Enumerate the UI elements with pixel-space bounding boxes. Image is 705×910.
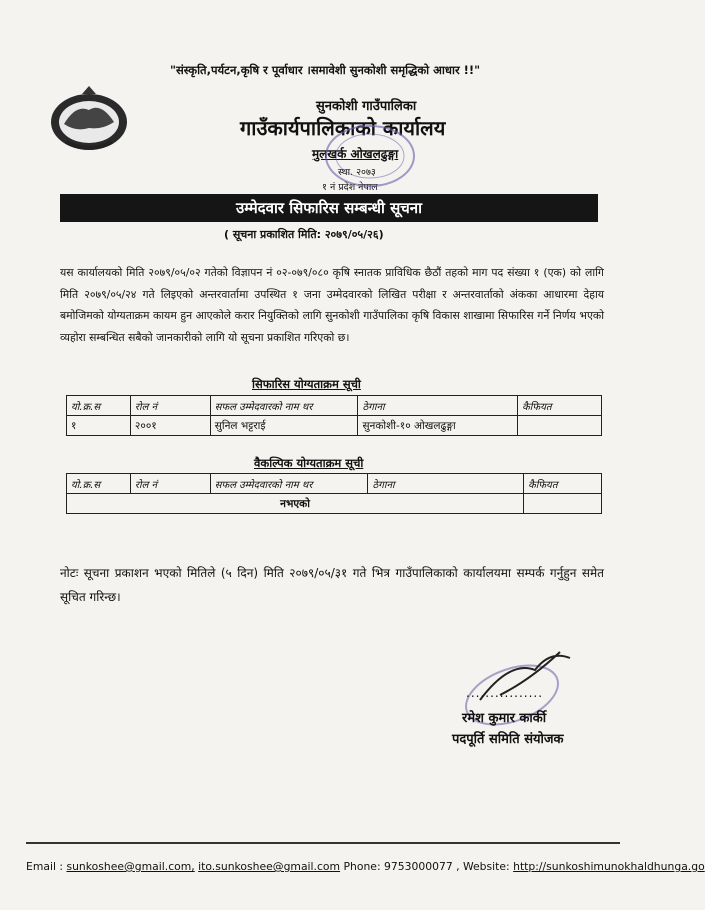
cell-remarks	[524, 494, 602, 514]
signature-line: ................	[466, 686, 544, 700]
col-roll: रोल नं	[130, 474, 210, 494]
cell-remarks	[518, 416, 602, 436]
empty-row-text: नभएको	[67, 494, 524, 514]
col-name: सफल उम्मेदवारको नाम थर	[210, 396, 358, 416]
org-name: सुनकोशी गाउँपालिका	[316, 99, 417, 114]
col-remarks: कैफियत	[518, 396, 602, 416]
nepal-emblem-logo	[46, 84, 132, 154]
province-label: १ नं प्रदेश नेपाल	[322, 182, 378, 193]
signatory-name: रमेश कुमार कार्की	[462, 711, 547, 726]
table-row	[67, 416, 602, 436]
col-address: ठेगाना	[358, 396, 518, 416]
publish-date: ( सूचना प्रकाशित मिति: २०७९/०५/२६)	[224, 228, 384, 241]
recommended-list-title: सिफारिस योग्यताक्रम सूची	[252, 377, 361, 391]
footer-contact	[26, 860, 705, 873]
established-year: स्था. २०७३	[338, 167, 376, 178]
website-link[interactable]: http://sunkoshimunokhaldhunga.go	[513, 860, 705, 873]
cell-name: सुनिल भट्टराई	[210, 416, 358, 436]
table-row	[67, 494, 602, 514]
col-address: ठेगाना	[368, 474, 524, 494]
email-link-2[interactable]: ito.sunkoshee@gmail.com	[198, 860, 341, 873]
col-name: सफल उम्मेदवारको नाम थर	[210, 474, 368, 494]
col-remarks: कैफियत	[524, 474, 602, 494]
cell-address: सुनकोशी-१० ओखलढुङ्गा	[358, 416, 518, 436]
alternate-list-table	[66, 473, 602, 514]
email-label: Email :	[26, 860, 67, 873]
notice-body: यस कार्यालयको मिति २०७९/०५/०२ गतेको विज्ञापन नं ०२-०७९/०८० कृषि स्नातक प्राविधिक छैठौं तहको माग पद संख्या १ (एक) को लागि मिति २०७९/०५/२४ गते लिइएको अन्तरवार्तामा उपस्थित १ जना उम्मेदवारको लिखित परीक्षा र अन्तरवार्ताको अंकका आधारमा देहाय बमोजिमको योग्यताक्रम कायम हुन आएकोले करार नियुक्तिको लागि सुनकोशी गाउँपालिका कृषि विकास शाखामा सिफारिस गर्ने निर्णय भएको व्यहोरा सम्बन्धित सबैको जानकारीको लागि यो सूचना प्रकाशित गरिएको छ।	[60, 266, 604, 344]
notice-title-banner: उम्मेदवार सिफारिस सम्बन्धी सूचना	[60, 194, 598, 222]
office-stamp	[300, 120, 430, 195]
cell-roll: २००१	[130, 416, 210, 436]
col-serial: यो.क्र.स	[67, 396, 131, 416]
cell-serial: १	[67, 416, 131, 436]
col-serial: यो.क्र.स	[67, 474, 131, 494]
notice-note: नोटः सूचना प्रकाशन भएको मितिले (५ दिन) मिति २०७९/०५/३१ गते भित्र गाउँपालिकाको कार्यालयमा सम्पर्क गर्नुहुन समेत सूचित गरिन्छ।	[60, 566, 604, 604]
table-header-row	[67, 474, 602, 494]
office-name: गाउँकार्यपालिकाको कार्यालय	[240, 116, 446, 140]
phone-text: Phone: 9753000077 , Website:	[340, 860, 514, 873]
footer-divider	[26, 842, 620, 844]
col-roll: रोल नं	[130, 396, 210, 416]
alternate-list-title: वैकल्पिक योग्यताक्रम सूची	[254, 456, 364, 470]
motto: "संस्कृति,पर्यटन,कृषि र पूर्वाधार ।समावेशी सुनकोशी समृद्धिको आधार !!"	[170, 63, 481, 77]
recommended-list-table	[66, 395, 602, 436]
office-location: मुलखर्क ओखलढुङ्गा	[312, 147, 399, 161]
signatory-role: पदपूर्ति समिति संयोजक	[452, 732, 564, 747]
table-header-row	[67, 396, 602, 416]
email-link-1[interactable]: sunkoshee@gmail.com,	[66, 860, 195, 873]
